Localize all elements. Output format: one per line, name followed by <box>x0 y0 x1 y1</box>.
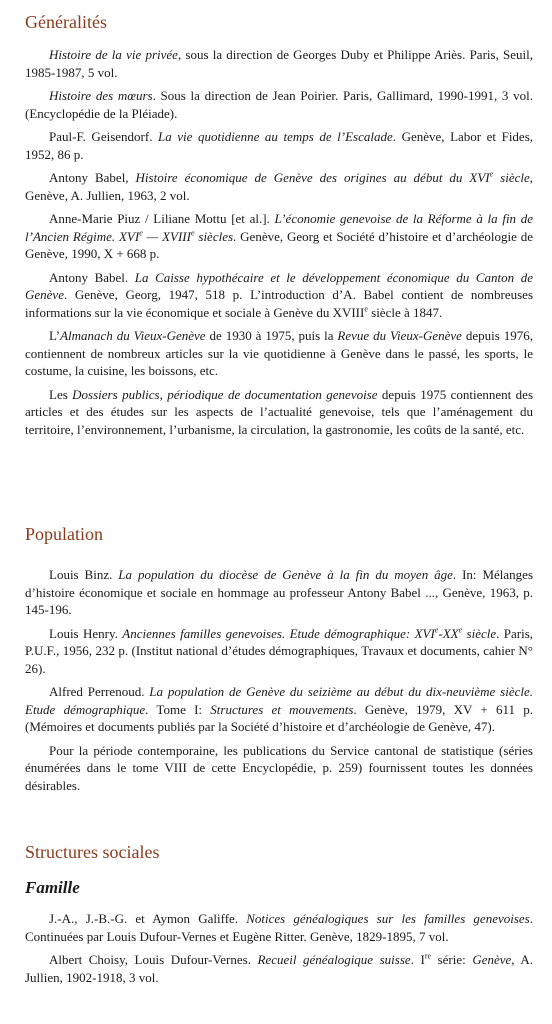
bibliography-entry <box>25 210 533 263</box>
entry-text-run: Les <box>49 386 73 402</box>
entry-text-run: J.-A., J.-B.-G. et Aymon Galiffe. <box>49 911 247 926</box>
entry-text-run: . Tome I: <box>145 701 211 717</box>
entry-text-run: L’économie genevoise de la Réforme à la fin de l’Ancien Régime. XVI <box>25 211 533 244</box>
entry-text-run: Albert Choisy, Louis Dufour-Vernes. <box>49 952 258 967</box>
entry-text-run: siècle à 1847. <box>367 304 443 320</box>
entry-text-run: Revue du Vieux-Genève <box>337 328 462 343</box>
entry-text-run: e <box>364 304 368 314</box>
entry-text-run: , Genève, A. Jullien, 1963, 2 vol. <box>25 170 533 203</box>
entry-text-run: Louis Henry. <box>49 625 123 641</box>
entry-text-run: siècles <box>194 228 234 244</box>
entry-text-run: Histoire économique de Genève des origines au début du XVI <box>135 170 490 185</box>
entry-text-run: La Caisse hypothécaire et le développement économique du Canton de Genève <box>25 269 533 302</box>
section-title-generalites: Généralités <box>25 12 107 32</box>
entry-text-run: siècle <box>462 625 497 641</box>
entry-text-run: — XVIII <box>142 228 191 244</box>
bibliography-entry <box>25 87 533 122</box>
entry-text-run: . In: Mélanges d’histoire économique et sociale en hommage au professeur Antony Babel ..., Genève, 1963, p. 145-196. <box>25 567 534 617</box>
entry-text-run: série: <box>431 952 473 967</box>
entry-text-run: Anciennes familles genevoises. Etude démographique: XVI <box>122 625 435 641</box>
bibliography-entry <box>25 327 533 380</box>
entry-text-run: . Genève, Georg et Société d’histoire et d’archéologie de Genève, 1990, X + 668 p. <box>25 228 534 261</box>
entry-text-run: e <box>139 228 143 238</box>
entry-text-run: La population du diocèse de Genève à la fin du moyen âge <box>118 567 453 582</box>
entry-text-run: . Genève, 1979, XV + 611 p. (Mémoires et documents publiés par la Société d’histoire et d’archéologie de Genève, 47). <box>25 701 533 734</box>
bibliography-entry <box>25 910 533 945</box>
entry-text-run: e <box>190 228 195 238</box>
entry-text-run: re <box>424 951 432 961</box>
section-title-structures-sociales: Structures sociales <box>25 842 160 862</box>
bibliography-entry <box>25 128 533 163</box>
bibliography-entry <box>25 625 533 678</box>
bibliography-entry <box>25 386 533 439</box>
entry-text-run: e <box>489 169 494 179</box>
entry-text-run: . Continuées par Louis Dufour-Vernes et Eugène Ritter. Genève, 1829-1895, 7 vol. <box>25 911 533 944</box>
entry-text-run: . Sous la direction de Jean Poirier. Paris, Gallimard, 1990-1991, 3 vol. (Encyclopédie de la Pléiade). <box>25 88 533 121</box>
entry-text-run: . I <box>410 952 425 967</box>
entry-text-run: -XX <box>438 625 459 641</box>
entry-text-run: L’ <box>49 328 61 343</box>
entry-text-run: Histoire des mœurs <box>49 88 153 103</box>
bibliography-entry <box>25 566 533 619</box>
entry-text-run: Paul-F. Geisendorf. <box>49 129 158 144</box>
entry-text-run: Histoire de la vie privée <box>49 47 178 62</box>
bibliography-entry <box>25 951 533 986</box>
section-structures-sociales-entries <box>25 910 533 992</box>
entry-text-run: Anne-Marie Piuz / Liliane Mottu [et al.]. <box>49 211 275 226</box>
entry-text-run: Louis Binz. <box>49 567 119 582</box>
entry-text-run: La vie quotidienne au temps de l’Escalade <box>158 129 393 144</box>
bibliography-entry <box>25 683 533 736</box>
entry-text-run: Genève <box>472 952 512 967</box>
entry-text-run: depuis 1975 contiennent des articles et des études sur les aspects de l’actualité genevoise, tels que l’aménagement du territoire, l’environnement, l’urbanisme, la circulation, la gastronomie, les coûts de la santé, etc. <box>25 386 533 437</box>
entry-text-run: siècle <box>493 170 530 185</box>
entry-text-run: , sous la direction de Georges Duby et Philippe Ariès. Paris, Seuil, 1985-1987, 5 vol. <box>25 47 533 80</box>
entry-text-run: . Genève, Labor et Fides, 1952, 86 p. <box>25 129 534 162</box>
entry-text-run: , A. Jullien, 1902-1918, 3 vol. <box>25 952 534 985</box>
entry-text-run: Notices généalogiques sur les familles genevoises <box>246 911 530 926</box>
subsection-title-famille: Famille <box>25 878 80 897</box>
entry-text-run: depuis 1976, contiennent de nombreux articles sur la vie quotidienne à Genève dans le passé, les sports, le costume, la cuisine, les boissons, etc. <box>25 328 533 378</box>
entry-text-run: Dossiers publics, périodique de documentation genevoise <box>72 386 378 402</box>
entry-text-run: de 1930 à 1975, puis la <box>205 328 338 343</box>
bibliography-entry <box>25 269 533 322</box>
entry-text-run: Pour la période contemporaine, les publications du Service cantonal de statistique (séries énumérées dans le tome VIII de cette Encyclopédie, p. 259) fournissent toutes les données désirables. <box>25 742 533 793</box>
entry-text-run: Almanach du Vieux-Genève <box>60 328 206 343</box>
entry-text-run: . Genève, Georg, 1947, 518 p. L’introduction d’A. Babel contient de nombreuses informations sur la vie économique et sociale à Genève du XVIII <box>25 287 533 320</box>
entry-text-run: e <box>458 625 463 635</box>
entry-text-run: Recueil généalogique suisse <box>257 952 411 967</box>
section-generalites-entries <box>25 46 533 444</box>
bibliography-entry <box>25 742 533 795</box>
entry-text-run: Antony Babel, <box>49 170 136 185</box>
entry-text-run: Antony Babel. <box>49 269 135 285</box>
entry-text-run: . Paris, P.U.F., 1956, 232 p. (Institut national d’études démographiques, Travaux et documents, cahier N° 26). <box>25 625 534 676</box>
entry-text-run: Alfred Perrenoud. <box>49 684 150 699</box>
section-population-entries <box>25 566 533 800</box>
section-title-population: Population <box>25 524 104 544</box>
entry-text-run: La population de Genève du seizième au début du dix-neuvième siècle. Etude démographique <box>25 684 533 717</box>
entry-text-run: e <box>434 625 439 635</box>
bibliography-entry <box>25 169 533 204</box>
bibliography-entry <box>25 46 533 81</box>
entry-text-run: Structures et mouvements <box>210 701 354 717</box>
